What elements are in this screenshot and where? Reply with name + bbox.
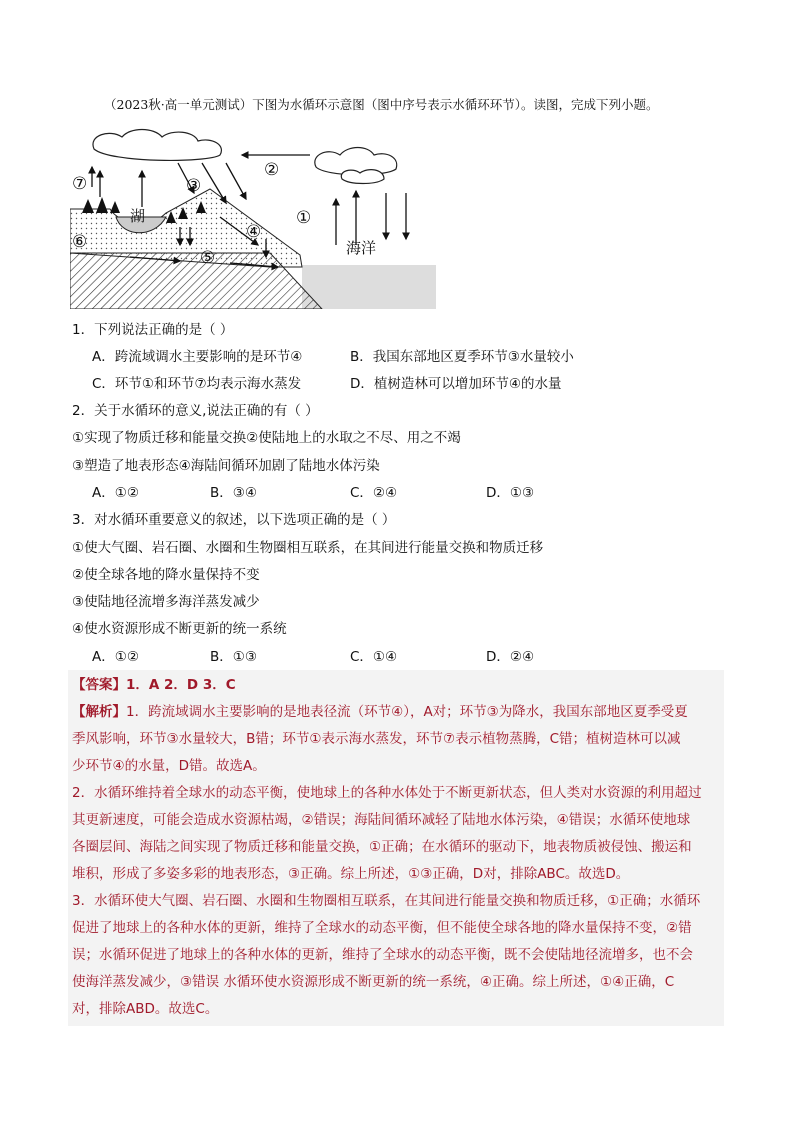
land-cloud bbox=[93, 130, 221, 161]
label-lake: 湖 bbox=[130, 207, 146, 225]
q3-statement-1: ①使大气圈、岩石圈、水圈和生物圈相互联系，在其间进行能量交换和物质迁移 bbox=[72, 540, 544, 556]
analysis-line-10: 误；水循环促进了地球上的各种水体的更新，维持了全球水的动态平衡，既不会使陆地径流增多，也不会 bbox=[72, 947, 693, 963]
q3-option-c[interactable]: C．①④ bbox=[350, 649, 398, 665]
q3-statement-4: ④使水资源形成不断更新的统一系统 bbox=[72, 621, 287, 637]
analysis-line-7: 堆积，形成了多姿多彩的地表形态，③正确。综上所述，①③正确，D对，排除ABC。故选D。 bbox=[72, 866, 630, 882]
q3-option-a[interactable]: A．①② bbox=[92, 649, 139, 665]
label-ocean: 海洋 bbox=[346, 239, 377, 257]
label-5: ⑤ bbox=[200, 248, 216, 268]
q2-option-d[interactable]: D．①③ bbox=[486, 485, 535, 501]
ocean-water bbox=[302, 265, 436, 309]
q1-option-c[interactable]: C．环节①和环节⑦均表示海水蒸发 bbox=[92, 376, 302, 392]
analysis-line-6: 各圈层间、海陆之间实现了物质迁移和能量交换，①正确；在水循环的驱动下，地表物质被侵蚀、搬运和 bbox=[72, 839, 692, 855]
q2-option-a[interactable]: A．①② bbox=[92, 485, 139, 501]
q3-option-b[interactable]: B．①③ bbox=[210, 649, 257, 665]
answer-text: 1．A 2．D 3．C bbox=[126, 677, 236, 693]
label-2: ② bbox=[264, 160, 280, 180]
q1-option-a[interactable]: A．跨流域调水主要影响的是环节④ bbox=[92, 349, 303, 365]
q3-statement-2: ②使全球各地的降水量保持不变 bbox=[72, 567, 260, 583]
q2-statement-2: ③塑造了地表形态④海陆间循环加剧了陆地水体污染 bbox=[72, 458, 380, 474]
analysis-tag: 【解析】 bbox=[72, 704, 126, 720]
q2-statement-1: ①实现了物质迁移和能量交换②使陆地上的水取之不尽、用之不竭 bbox=[72, 430, 461, 446]
water-cycle-diagram bbox=[70, 127, 436, 309]
analysis-line-8: 3．水循环使大气圈、岩石圈、水圈和生物圈相互联系，在其间进行能量交换和物质迁移，①正确；水循环 bbox=[72, 893, 701, 909]
answer-tag: 【答案】 bbox=[72, 677, 126, 693]
question-intro: （2023秋·高一单元测试）下图为水循环示意图（图中序号表示水循环环节）。读图，完成下列小题。 bbox=[104, 97, 659, 112]
analysis-line-2: 季风影响，环节③水量较大，B错；环节①表示海水蒸发，环节⑦表示植物蒸腾，C错；植树造林可以减 bbox=[72, 731, 681, 747]
q3-statement-3: ③使陆地径流增多海洋蒸发减少 bbox=[72, 594, 260, 610]
q2-option-c[interactable]: C．②④ bbox=[350, 485, 398, 501]
soil-layer bbox=[70, 189, 302, 267]
q2-stem: 2．关于水循环的意义,说法正确的有（ ） bbox=[72, 403, 319, 419]
ocean-cloud bbox=[315, 148, 397, 184]
analysis-line-3: 少环节④的水量，D错。故选A。 bbox=[72, 758, 266, 774]
label-4: ④ bbox=[246, 222, 262, 242]
analysis-line-5: 其更新速度，可能会造成水资源枯竭，②错误；海陆间循环减轻了陆地水体污染，④错误；水循环使地球 bbox=[72, 812, 691, 828]
label-1: ① bbox=[296, 208, 312, 228]
answer-line bbox=[72, 673, 236, 693]
q1-option-d[interactable]: D．植树造林可以增加环节④的水量 bbox=[350, 376, 562, 392]
q2-option-b[interactable]: B．③④ bbox=[210, 485, 257, 501]
label-6: ⑥ bbox=[72, 232, 88, 252]
analysis-text: 1．跨流域调水主要影响的是地表径流（环节④），A对；环节③为降水，我国东部地区夏季受夏 bbox=[126, 704, 688, 720]
analysis-line-1 bbox=[72, 700, 688, 720]
label-7: ⑦ bbox=[72, 174, 88, 194]
analysis-line-11: 使海洋蒸发减少，③错误 水循环使水资源形成不断更新的统一系统，④正确。综上所述，①④正确，C bbox=[72, 974, 675, 990]
q3-stem: 3．对水循环重要意义的叙述，以下选项正确的是（ ） bbox=[72, 512, 396, 528]
label-3: ③ bbox=[186, 176, 202, 196]
analysis-line-4: 2．水循环维持着全球水的动态平衡，使地球上的各种水体处于不断更新状态，但人类对水资源的利用超过 bbox=[72, 785, 702, 801]
q3-option-d[interactable]: D．②④ bbox=[486, 649, 535, 665]
analysis-line-12: 对，排除ABD。故选C。 bbox=[72, 1001, 219, 1017]
analysis-line-9: 促进了地球上的各种水体的更新，维持了全球水的动态平衡，但不能使全球各地的降水量保持不变，②错 bbox=[72, 920, 692, 936]
q1-stem: 1．下列说法正确的是（ ） bbox=[72, 322, 234, 338]
q1-option-b[interactable]: B．我国东部地区夏季环节③水量较小 bbox=[350, 349, 574, 365]
